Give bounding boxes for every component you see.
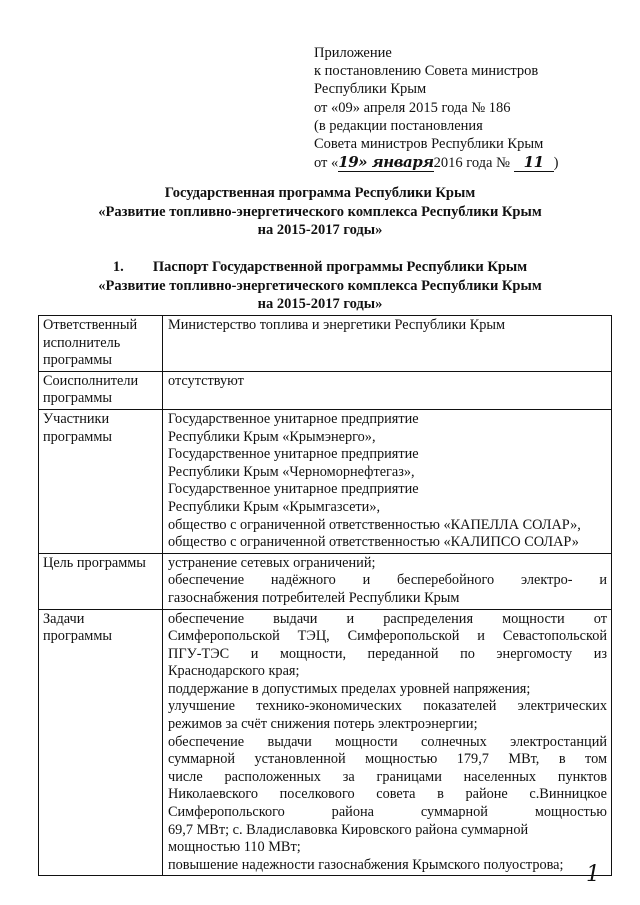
content-line: Симферопольской ТЭЦ, Симферопольской и Севастопольской (168, 628, 607, 645)
table-row (39, 371, 612, 409)
label-line: Задачи (43, 610, 85, 627)
content-line: обеспечение надёжного и бесперебойного электро- и (168, 572, 607, 589)
content-line: поддержание в допустимых пределах уровней напряжения; (168, 680, 531, 697)
content-line: отсутствуют (168, 372, 244, 389)
content-line: газоснабжения потребителей Республики Крым (168, 589, 460, 606)
content-line: Республики Крым «Крымэнерго», (168, 428, 376, 445)
label-line: программы (43, 428, 113, 445)
table-row (39, 316, 612, 372)
handwritten-date: 19» января (338, 153, 434, 172)
handwritten-number: 11 (514, 153, 554, 172)
amend-suffix: ) (553, 155, 559, 172)
row-content (163, 553, 612, 609)
passport-table (38, 315, 612, 876)
appendix-line: от «09» апреля 2015 года № 186 (314, 99, 511, 116)
content-line: повышение надежности газоснабжения Крымского полуострова; (168, 856, 564, 873)
content-line: Республики Крым «Крымгазсети», (168, 498, 381, 515)
table-row (39, 553, 612, 609)
label-line: программы (43, 352, 113, 369)
handwritten-page-number: 1 (586, 862, 600, 887)
label-line: исполнитель (43, 334, 121, 351)
label-line: программы (43, 628, 113, 645)
appendix-line: к постановлению Совета министров (314, 63, 539, 80)
label-line: Ответственный (43, 317, 138, 333)
content-line: обеспечение выдачи мощности солнечных электростанций (168, 733, 607, 750)
content-line: Государственное унитарное предприятие (168, 481, 419, 498)
section-heading-line: на 2015-2017 годы» (257, 296, 383, 312)
label-line: Участники (43, 410, 110, 427)
section-title: Паспорт Государственной программы Республики Крым (152, 259, 528, 275)
section-number: 1. (112, 259, 124, 275)
appendix-line: Республики Крым (314, 81, 427, 98)
content-line: Симферопольского района суммарной мощностью (168, 804, 607, 821)
content-line: Республики Крым «Черноморнефтегаз», (168, 463, 415, 480)
content-line: улучшение технико-экономических показателей электрических (168, 698, 607, 715)
table-row (39, 409, 612, 553)
row-content (163, 609, 612, 876)
content-line: мощностью 110 МВт; (168, 839, 301, 856)
content-line: ПГУ-ТЭС и мощности, переданной по энергомосту из (168, 645, 607, 662)
amend-middle: 2016 года № (433, 155, 510, 172)
content-line: суммарной установленной мощностью 179,7 МВт, в том (168, 751, 607, 768)
row-label (39, 409, 163, 553)
appendix-header (314, 44, 614, 172)
row-content (163, 371, 612, 409)
table-row (39, 609, 612, 876)
content-line: числе расположенных за границами населенных пунктов (168, 768, 607, 785)
content-line: Государственное унитарное предприятие (168, 410, 419, 427)
section-heading-line: «Развитие топливно-энергетического комплекса Республики Крым (98, 277, 542, 294)
content-line: 69,7 МВт; с. Владиславовка Кировского района суммарной (168, 821, 529, 838)
title-line: Государственная программа Республики Крым (164, 185, 476, 201)
row-content (163, 316, 612, 372)
label-line: программы (43, 390, 113, 407)
row-label (39, 609, 163, 876)
content-line: обеспечение выдачи и распределения мощности от (168, 610, 607, 627)
content-line: общество с ограниченной ответственностью «КАПЕЛЛА СОЛАР», (168, 516, 581, 533)
content-line: устранение сетевых ограничений; (168, 554, 376, 571)
label-line: Цель программы (43, 554, 146, 571)
content-line: Николаевского поселкового совета в районе с.Винницкое (168, 786, 607, 803)
amendment-line (314, 153, 614, 172)
content-line: Министерство топлива и энергетики Республики Крым (168, 317, 506, 333)
section-heading (0, 258, 640, 314)
title-line: «Развитие топливно-энергетического комплекса Республики Крым (98, 203, 542, 220)
appendix-line: (в редакции постановления (314, 117, 483, 134)
section-heading-line (0, 258, 640, 277)
row-label (39, 553, 163, 609)
content-line: Государственное унитарное предприятие (168, 446, 419, 463)
row-label (39, 371, 163, 409)
content-line: Краснодарского края; (168, 663, 300, 680)
program-title (0, 184, 640, 240)
appendix-line: Совета министров Республики Крым (314, 136, 544, 153)
row-content (163, 409, 612, 553)
amend-prefix: от « (314, 155, 339, 172)
row-label (39, 316, 163, 372)
title-line: на 2015-2017 годы» (257, 222, 383, 238)
content-line: общество с ограниченной ответственностью «КАЛИПСО СОЛАР» (168, 534, 579, 551)
appendix-line: Приложение (314, 45, 392, 61)
label-line: Соисполнители (43, 372, 139, 389)
content-line: режимов за счёт снижения потерь электроэнергии; (168, 716, 478, 733)
